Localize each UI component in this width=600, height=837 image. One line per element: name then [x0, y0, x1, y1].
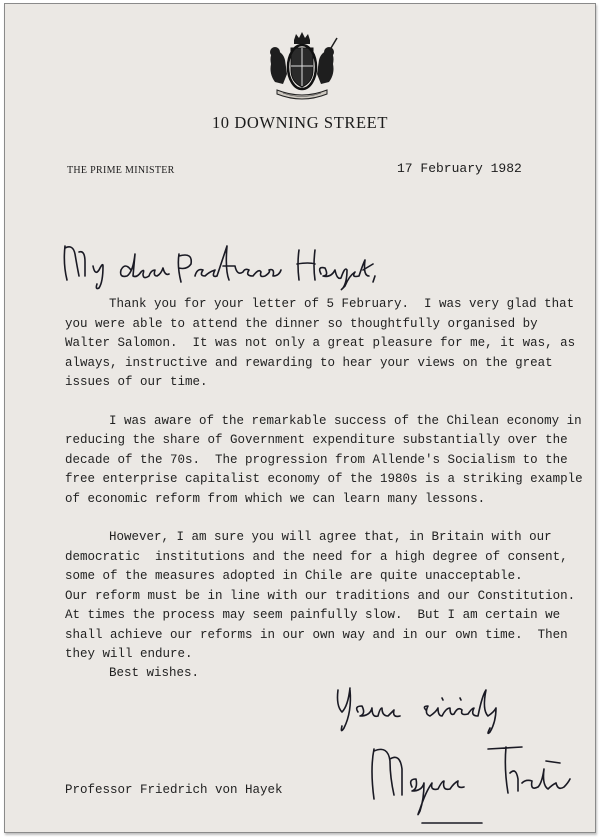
text-line: I was aware of the remarkable success of the Chilean economy in: [109, 413, 582, 428]
signoff-text: Best wishes.: [109, 666, 200, 680]
text-line: shall achieve our reforms in our own way and in our own time. Then: [65, 627, 568, 642]
text-line: some of the measures adopted in Chile are quite unacceptable.: [65, 569, 523, 583]
text-line: However, I am sure you will agree that, in Britain with our: [109, 530, 552, 544]
signature-image: [360, 739, 575, 829]
text-line: Thank you for your letter of 5 February. I was very glad that: [109, 297, 575, 311]
text-line: they will endure.: [65, 647, 193, 661]
paragraph-3: [65, 528, 585, 665]
text-line: Our reform must be in line with our traditions and our Constitution.: [65, 588, 576, 603]
paragraph-2: [65, 412, 585, 510]
handwritten-salutation: [59, 236, 379, 291]
text-line: Walter Salomon. It was not only a great pleasure for me, it was, as: [65, 336, 576, 350]
text-line: At times the process may seem painfully slow. But I am certain we: [65, 608, 561, 622]
text-line: issues of our time.: [65, 375, 208, 389]
text-line: free enterprise capitalist economy of the 1980s is a striking example: [65, 472, 583, 486]
text-line: decade of the 70s. The progression from Allende's Socialism to the: [65, 452, 568, 467]
recipient-name: Professor Friedrich von Hayek: [65, 783, 283, 797]
letterhead-office: THE PRIME MINISTER: [67, 165, 175, 176]
text-line: you were able to attend the dinner so thoughtfully organised by: [65, 316, 538, 331]
royal-coat-of-arms-icon: [261, 30, 343, 106]
paragraph-1: [65, 295, 585, 393]
letter-page: [4, 3, 596, 833]
handwritten-closing: [330, 676, 520, 736]
text-line: democratic institutions and the need for a high degree of consent,: [65, 549, 568, 564]
letterhead-address: 10 DOWNING STREET: [211, 113, 389, 132]
letter-body: [65, 295, 585, 684]
letter-date: 17 February 1982: [397, 161, 522, 176]
text-line: of economic reform from which we can learn many lessons.: [65, 491, 486, 506]
text-line: reducing the share of Government expenditure substantially over the: [65, 433, 568, 447]
text-line: always, instructive and rewarding to hear your views on the great: [65, 355, 553, 370]
